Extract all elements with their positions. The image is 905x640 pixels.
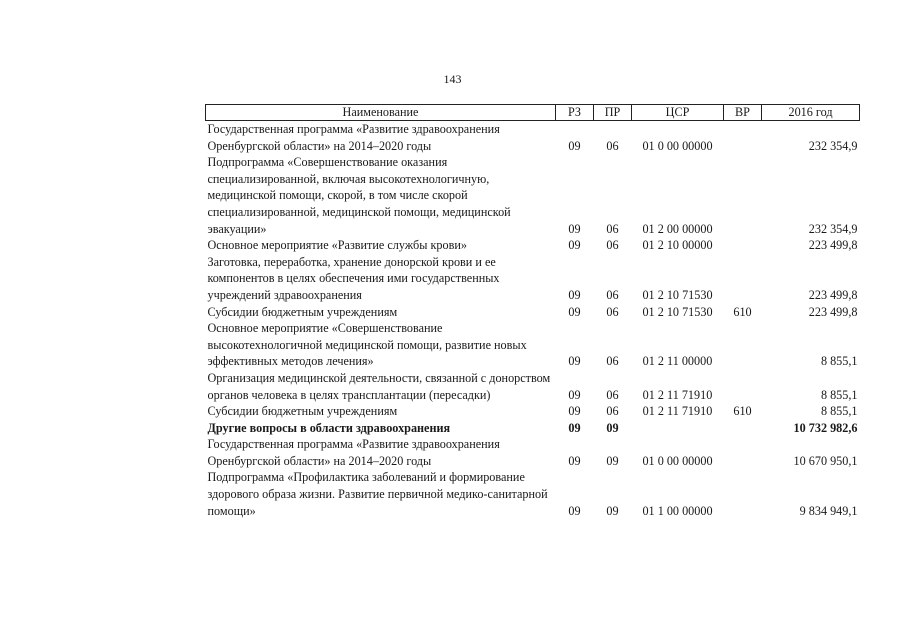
row-vr-cell (724, 237, 762, 254)
table-row (206, 403, 860, 420)
row-name-cell: Основное мероприятие «Совершенствование высокотехнологичной медицинской помощи, развитие новых эффективных методов лечения» (207, 321, 527, 369)
page-number: 143 (443, 72, 462, 86)
row-csr-cell: 01 2 00 00000 (642, 221, 713, 236)
row-rz-cell: 09 (568, 387, 581, 402)
row-pr-cell: 06 (606, 354, 619, 369)
row-pr-cell: 09 (606, 453, 619, 468)
row-rz-cell: 09 (568, 138, 581, 153)
row-pr-cell: 06 (606, 238, 619, 253)
table-row (206, 121, 860, 155)
row-rz-cell: 09 (568, 354, 581, 369)
row-csr-cell: 01 2 11 71910 (642, 387, 713, 402)
row-sum-cell: 232 354,9 (808, 138, 858, 153)
table-row (206, 320, 860, 370)
table-body (206, 121, 860, 520)
row-name-cell: Основное мероприятие «Развитие службы крови» (207, 238, 467, 253)
table-row (206, 304, 860, 321)
row-csr-cell: 01 0 00 00000 (642, 138, 713, 153)
table-row (206, 436, 860, 469)
row-pr-cell: 06 (606, 404, 619, 419)
row-sum-cell: 9 834 949,1 (799, 503, 858, 518)
row-vr-cell (724, 420, 762, 437)
budget-table (205, 104, 860, 519)
row-vr-cell (724, 436, 762, 469)
row-sum-cell: 223 499,8 (808, 287, 858, 302)
row-csr-cell: 01 2 11 00000 (642, 354, 713, 369)
row-name-cell: Подпрограмма «Профилактика заболеваний и формирование здорового образа жизни. Развитие первичной медико-санитарной помощи» (207, 470, 548, 518)
row-sum-cell: 223 499,8 (808, 238, 858, 253)
header-vr: ВР (724, 105, 762, 121)
row-pr-cell: 06 (606, 304, 619, 319)
row-rz-cell: 09 (568, 503, 581, 518)
row-vr-cell (724, 154, 762, 237)
row-rz-cell: 09 (568, 304, 581, 319)
row-pr-cell: 09 (606, 503, 619, 518)
row-csr-cell: 01 2 10 71530 (642, 287, 713, 302)
table-row (206, 370, 860, 403)
header-sum: 2016 год (762, 105, 860, 121)
row-name-cell: Государственная программа «Развитие здравоохранения Оренбургской области» на 2014–2020 годы (207, 437, 500, 468)
table-row (206, 237, 860, 254)
row-rz-cell: 09 (568, 453, 581, 468)
row-vr-cell: 610 (733, 404, 752, 419)
row-vr-cell (724, 469, 762, 519)
row-csr-cell: 01 2 10 00000 (642, 238, 713, 253)
row-pr-cell: 06 (606, 138, 619, 153)
header-rz: РЗ (556, 105, 594, 121)
row-name-cell: Организация медицинской деятельности, связанной с донорством органов человека в целях трансплантации (пересадки) (207, 370, 551, 402)
row-name-cell: Другие вопросы в области здравоохранения (207, 420, 451, 435)
row-csr-cell: 01 0 00 00000 (642, 453, 713, 468)
row-pr-cell: 06 (606, 221, 619, 236)
table-header-row (206, 105, 860, 121)
row-sum-cell: 223 499,8 (808, 304, 858, 319)
row-sum-cell: 8 855,1 (820, 387, 858, 402)
row-sum-cell: 232 354,9 (808, 221, 858, 236)
header-name: Наименование (206, 105, 556, 121)
row-vr-cell (724, 320, 762, 370)
row-sum-cell: 10 670 950,1 (793, 453, 858, 468)
row-vr-cell (724, 370, 762, 403)
table-row (206, 154, 860, 237)
row-name-cell: Государственная программа «Развитие здравоохранения Оренбургской области» на 2014–2020 годы (207, 122, 500, 153)
row-csr-cell: 01 1 00 00000 (642, 503, 713, 518)
row-rz-cell: 09 (568, 221, 581, 236)
table-row (206, 420, 860, 437)
row-rz-cell: 09 (568, 420, 581, 435)
row-sum-cell: 8 855,1 (820, 354, 858, 369)
row-name-cell: Заготовка, переработка, хранение донорской крови и ее компонентов в целях обеспечения ими государственных учреждений здравоохранения (207, 254, 500, 302)
table-row (206, 469, 860, 519)
row-rz-cell: 09 (568, 404, 581, 419)
row-name-cell: Субсидии бюджетным учреждениям (207, 304, 398, 319)
header-csr: ЦСР (632, 105, 724, 121)
row-pr-cell: 06 (606, 387, 619, 402)
row-sum-cell: 10 732 982,6 (793, 420, 858, 435)
table-row (206, 254, 860, 304)
row-sum-cell: 8 855,1 (820, 404, 858, 419)
row-csr-cell: 01 2 10 71530 (642, 304, 713, 319)
row-name-cell: Субсидии бюджетным учреждениям (207, 404, 398, 419)
row-vr-cell (724, 121, 762, 155)
header-pr: ПР (594, 105, 632, 121)
row-pr-cell: 06 (606, 287, 619, 302)
row-vr-cell: 610 (733, 304, 752, 319)
row-rz-cell: 09 (568, 238, 581, 253)
row-csr-cell: 01 2 11 71910 (642, 404, 713, 419)
row-rz-cell: 09 (568, 287, 581, 302)
row-pr-cell: 09 (606, 420, 619, 435)
row-vr-cell (724, 254, 762, 304)
row-name-cell: Подпрограмма «Совершенствование оказания специализированной, включая высокотехнологичную, медицинской помощи, скорой, в том числе скорой специализированной, медицинской помощи, медицинской эвакуации» (207, 155, 511, 236)
row-csr-cell (632, 420, 724, 437)
